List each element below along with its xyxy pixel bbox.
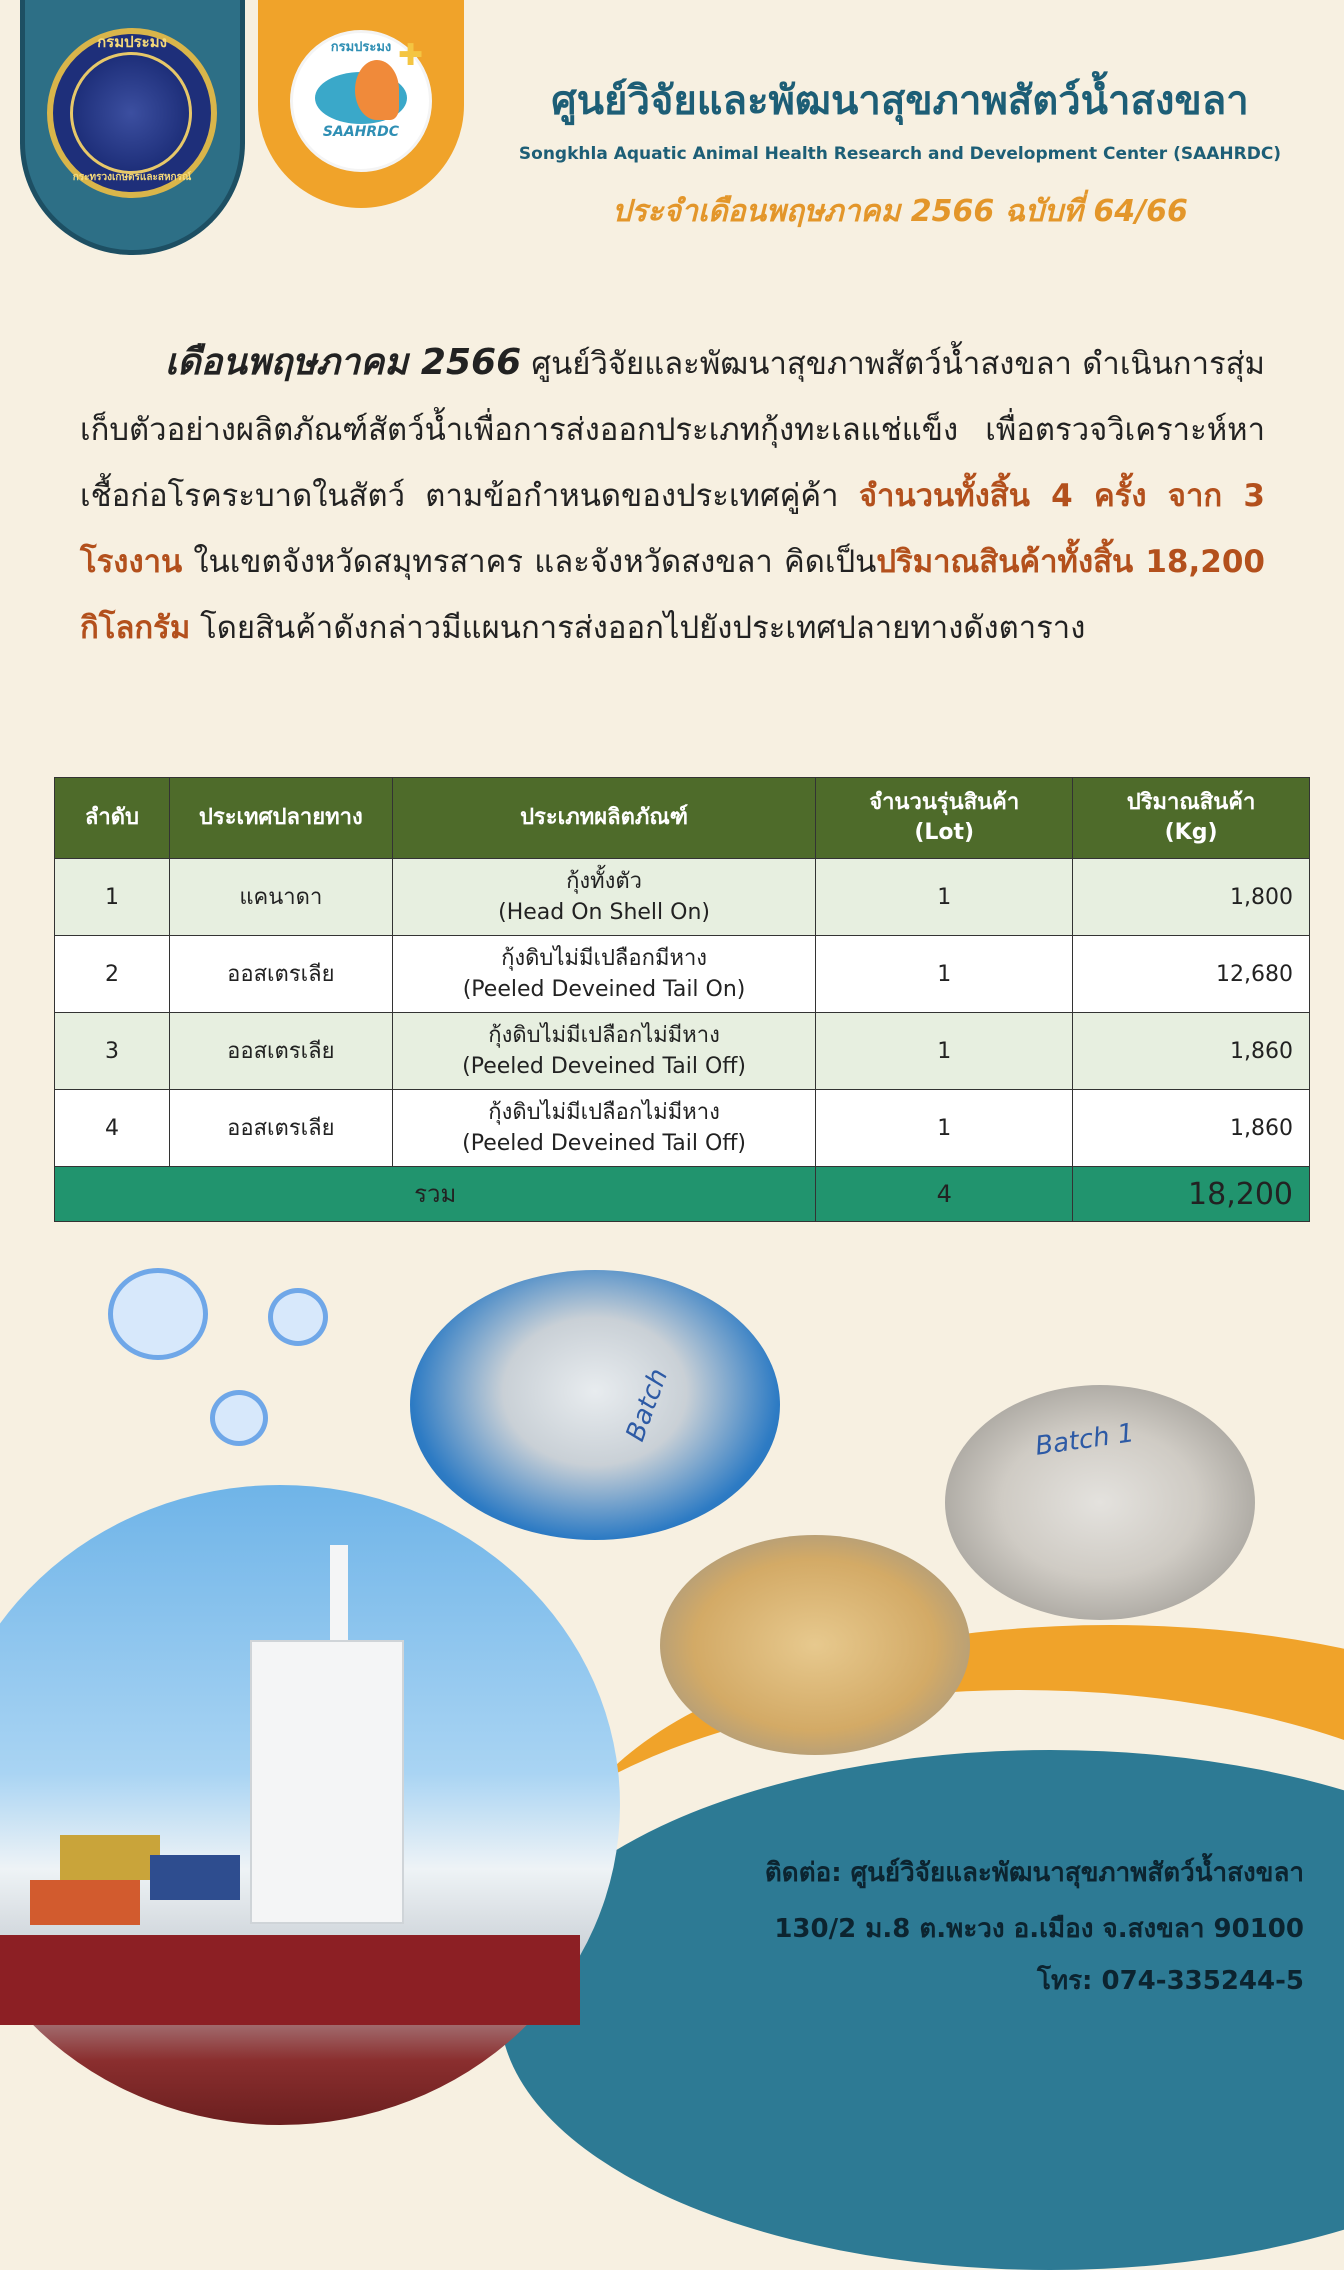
product-en: (Peeled Deveined Tail Off) — [462, 1131, 746, 1156]
row-country: ออสเตรเลีย — [169, 936, 392, 1013]
product-th: กุ้งดิบไม่มีเปลือกมีหาง — [501, 946, 708, 971]
plus-icon: ✚ — [398, 38, 424, 73]
table-row — [55, 1013, 1310, 1090]
product-en: (Peeled Deveined Tail On) — [462, 977, 746, 1002]
product-en: (Head On Shell On) — [498, 900, 710, 925]
row-lot: 1 — [816, 859, 1073, 936]
row-qty: 1,860 — [1073, 1013, 1310, 1090]
body-text-3: โดยสินค้าดังกล่าวมีแผนการส่งออกไปยังประเทศปลายทางดังตาราง — [190, 610, 1086, 646]
page-title: ศูนย์วิจัยและพัฒนาสุขภาพสัตว์น้ำสงขลา — [551, 78, 1249, 124]
product-boxes-photo — [660, 1535, 970, 1755]
row-country: แคนาดา — [169, 859, 392, 936]
row-lot: 1 — [816, 936, 1073, 1013]
body-text-2: ในเขตจังหวัดสมุทรสาคร และจังหวัดสงขลา คิดเป็น — [182, 544, 877, 580]
total-label: รวม — [55, 1167, 816, 1222]
sample-batch-photo — [945, 1385, 1255, 1620]
table-row — [55, 859, 1310, 936]
header-lot — [816, 778, 1073, 859]
ship-hull — [0, 1935, 580, 2025]
contact-address: 130/2 ม.8 ต.พะวง อ.เมือง จ.สงขลา 90100 — [774, 1914, 1304, 1944]
header-country: ประเทศปลายทาง — [169, 778, 392, 859]
issue-label: ประจำเดือนพฤษภาคม 2566 ฉบับที่ 64/66 — [612, 194, 1188, 229]
contact-name: ติดต่อ: ศูนย์วิจัยและพัฒนาสุขภาพสัตว์น้ำสงขลา — [764, 1858, 1304, 1888]
product-en: (Peeled Deveined Tail Off) — [462, 1054, 746, 1079]
row-qty: 1,800 — [1073, 859, 1310, 936]
header-qty — [1073, 778, 1310, 859]
contact-phone: โทร: 074-335244-5 — [1036, 1966, 1304, 1996]
row-no: 1 — [55, 859, 170, 936]
shrimp-icon — [355, 60, 399, 120]
row-product — [392, 859, 816, 936]
row-qty: 1,860 — [1073, 1090, 1310, 1167]
shipping-container — [30, 1880, 140, 1925]
seal-text-bottom: กระทรวงเกษตรและสหกรณ์ — [72, 172, 192, 183]
header-product: ประเภทผลิตภัณฑ์ — [392, 778, 816, 859]
table-header-row — [55, 778, 1310, 859]
header-lot-line1: จำนวนรุ่นสินค้า — [869, 790, 1020, 815]
row-no: 3 — [55, 1013, 170, 1090]
logo-text-name: SAAHRDC — [322, 124, 400, 140]
header-lot-line2: (Lot) — [914, 820, 975, 845]
table-row — [55, 1090, 1310, 1167]
ship-bridge-tower — [250, 1640, 404, 1924]
ship-mast — [330, 1545, 348, 1655]
batch-label: Batch — [620, 1364, 675, 1446]
product-th: กุ้งดิบไม่มีเปลือกไม่มีหาง — [488, 1100, 720, 1125]
seal-text-top: กรมประมง — [97, 33, 167, 51]
product-th: กุ้งดิบไม่มีเปลือกไม่มีหาง — [488, 1023, 720, 1048]
row-product — [392, 1013, 816, 1090]
header-no: ลำดับ — [55, 778, 170, 859]
sample-bag-photo — [410, 1270, 780, 1540]
shipping-container — [150, 1855, 240, 1900]
summary-paragraph — [80, 330, 1265, 661]
shipment-table — [54, 777, 1310, 1222]
row-no: 2 — [55, 936, 170, 1013]
row-no: 4 — [55, 1090, 170, 1167]
table-row — [55, 936, 1310, 1013]
row-lot: 1 — [816, 1090, 1073, 1167]
total-lot: 4 — [816, 1167, 1073, 1222]
row-country: ออสเตรเลีย — [169, 1090, 392, 1167]
highlight-quantity: ปริมาณสินค้าทั้งสิ้น 18,200 กิโลกรัม — [80, 544, 1265, 646]
page-subtitle: Songkhla Aquatic Animal Health Research and Development Center (SAAHRDC) — [518, 144, 1282, 164]
total-qty: 18,200 — [1073, 1167, 1310, 1222]
lead-month: เดือนพฤษภาคม 2566 — [165, 342, 522, 383]
row-qty: 12,680 — [1073, 936, 1310, 1013]
shrimp-decoration-icon — [108, 1268, 208, 1360]
row-product — [392, 936, 816, 1013]
batch-label: Batch 1 — [1033, 1418, 1137, 1462]
table-total-row — [55, 1167, 1310, 1222]
row-product — [392, 1090, 816, 1167]
highlight-count: จำนวนทั้งสิ้น 4 ครั้ง จาก 3 โรงงาน — [80, 478, 1265, 580]
logo-text-top: กรมประมง — [330, 40, 392, 55]
shipping-container — [60, 1835, 160, 1880]
header-qty-line1: ปริมาณสินค้า — [1126, 790, 1256, 815]
body-text-1: ศูนย์วิจัยและพัฒนาสุขภาพสัตว์น้ำสงขลา ดำเนินการสุ่มเก็บตัวอย่างผลิตภัณฑ์สัตว์น้ำเพื่อการส่งออกประเภทกุ้งทะเลแช่แข็ง เพื่อตรวจวิเคราะห์หาเชื้อก่อโรคระบาดในสัตว์ ตามข้อกำหนดของประเทศคู่ค้า — [80, 346, 1265, 514]
header-qty-line2: (Kg) — [1164, 820, 1218, 845]
product-th: กุ้งทั้งตัว — [566, 869, 643, 894]
shrimp-decoration-icon — [210, 1390, 268, 1446]
row-lot: 1 — [816, 1013, 1073, 1090]
row-country: ออสเตรเลีย — [169, 1013, 392, 1090]
shrimp-decoration-icon — [268, 1288, 328, 1346]
seal-emblem-icon — [70, 52, 192, 174]
